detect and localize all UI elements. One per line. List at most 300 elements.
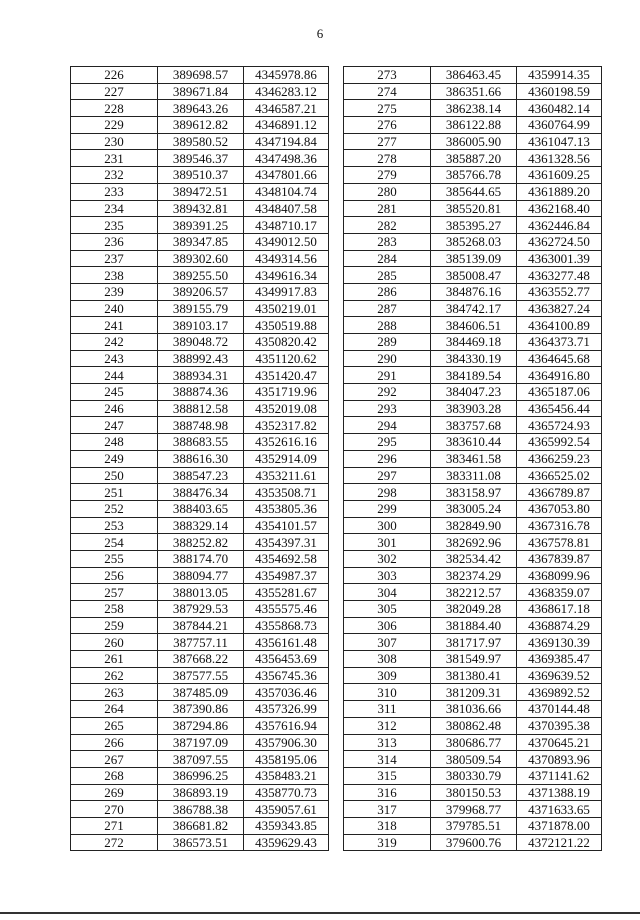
y-coordinate-cell: 4352317.82 bbox=[244, 417, 329, 434]
x-coordinate-cell: 388329.14 bbox=[158, 517, 244, 534]
point-number-cell: 259 bbox=[71, 617, 158, 634]
table-row bbox=[344, 283, 602, 300]
table-row bbox=[71, 300, 329, 317]
point-number-cell: 236 bbox=[71, 233, 158, 250]
point-number-cell: 279 bbox=[344, 167, 431, 184]
y-coordinate-cell: 4352914.09 bbox=[244, 450, 329, 467]
x-coordinate-cell: 389643.26 bbox=[158, 100, 244, 117]
table-row bbox=[344, 183, 602, 200]
y-coordinate-cell: 4364373.71 bbox=[517, 334, 602, 351]
point-number-cell: 231 bbox=[71, 150, 158, 167]
point-number-cell: 240 bbox=[71, 300, 158, 317]
point-number-cell: 301 bbox=[344, 534, 431, 551]
y-coordinate-cell: 4359343.85 bbox=[244, 817, 329, 834]
x-coordinate-cell: 388616.30 bbox=[158, 450, 244, 467]
y-coordinate-cell: 4358483.21 bbox=[244, 767, 329, 784]
y-coordinate-cell: 4356453.69 bbox=[244, 651, 329, 668]
x-coordinate-cell: 384876.16 bbox=[431, 283, 517, 300]
y-coordinate-cell: 4351120.62 bbox=[244, 350, 329, 367]
x-coordinate-cell: 386893.19 bbox=[158, 784, 244, 801]
point-number-cell: 263 bbox=[71, 684, 158, 701]
y-coordinate-cell: 4350219.01 bbox=[244, 300, 329, 317]
table-row bbox=[71, 701, 329, 718]
y-coordinate-cell: 4353805.36 bbox=[244, 500, 329, 517]
x-coordinate-cell: 387294.86 bbox=[158, 717, 244, 734]
coordinates-table-left bbox=[70, 66, 329, 851]
y-coordinate-cell: 4364645.68 bbox=[517, 350, 602, 367]
point-number-cell: 291 bbox=[344, 367, 431, 384]
y-coordinate-cell: 4370144.48 bbox=[517, 701, 602, 718]
y-coordinate-cell: 4345978.86 bbox=[244, 67, 329, 84]
x-coordinate-cell: 385766.78 bbox=[431, 167, 517, 184]
table-row bbox=[344, 233, 602, 250]
x-coordinate-cell: 380150.53 bbox=[431, 784, 517, 801]
table-row bbox=[344, 751, 602, 768]
x-coordinate-cell: 383903.28 bbox=[431, 400, 517, 417]
y-coordinate-cell: 4355868.73 bbox=[244, 617, 329, 634]
x-coordinate-cell: 386788.38 bbox=[158, 801, 244, 818]
point-number-cell: 233 bbox=[71, 183, 158, 200]
x-coordinate-cell: 384047.23 bbox=[431, 384, 517, 401]
point-number-cell: 315 bbox=[344, 767, 431, 784]
table-row bbox=[344, 717, 602, 734]
point-number-cell: 278 bbox=[344, 150, 431, 167]
table-row bbox=[344, 334, 602, 351]
point-number-cell: 244 bbox=[71, 367, 158, 384]
point-number-cell: 287 bbox=[344, 300, 431, 317]
point-number-cell: 237 bbox=[71, 250, 158, 267]
y-coordinate-cell: 4356745.36 bbox=[244, 667, 329, 684]
table-row bbox=[71, 500, 329, 517]
y-coordinate-cell: 4357906.30 bbox=[244, 734, 329, 751]
table-row bbox=[71, 83, 329, 100]
x-coordinate-cell: 381549.97 bbox=[431, 651, 517, 668]
y-coordinate-cell: 4368359.07 bbox=[517, 584, 602, 601]
point-number-cell: 235 bbox=[71, 217, 158, 234]
y-coordinate-cell: 4361047.13 bbox=[517, 133, 602, 150]
point-number-cell: 294 bbox=[344, 417, 431, 434]
y-coordinate-cell: 4365187.06 bbox=[517, 384, 602, 401]
y-coordinate-cell: 4349012.50 bbox=[244, 233, 329, 250]
y-coordinate-cell: 4368617.18 bbox=[517, 601, 602, 618]
point-number-cell: 230 bbox=[71, 133, 158, 150]
x-coordinate-cell: 389391.25 bbox=[158, 217, 244, 234]
y-coordinate-cell: 4367053.80 bbox=[517, 500, 602, 517]
y-coordinate-cell: 4352616.16 bbox=[244, 434, 329, 451]
point-number-cell: 300 bbox=[344, 517, 431, 534]
x-coordinate-cell: 389347.85 bbox=[158, 233, 244, 250]
y-coordinate-cell: 4355575.46 bbox=[244, 601, 329, 618]
x-coordinate-cell: 382692.96 bbox=[431, 534, 517, 551]
table-row bbox=[71, 784, 329, 801]
y-coordinate-cell: 4361609.25 bbox=[517, 167, 602, 184]
y-coordinate-cell: 4354101.57 bbox=[244, 517, 329, 534]
y-coordinate-cell: 4359057.61 bbox=[244, 801, 329, 818]
x-coordinate-cell: 385395.27 bbox=[431, 217, 517, 234]
table-row bbox=[71, 350, 329, 367]
table-row bbox=[71, 450, 329, 467]
y-coordinate-cell: 4365456.44 bbox=[517, 400, 602, 417]
table-row bbox=[71, 183, 329, 200]
table-row bbox=[344, 584, 602, 601]
table-row bbox=[71, 417, 329, 434]
x-coordinate-cell: 386005.90 bbox=[431, 133, 517, 150]
y-coordinate-cell: 4352019.08 bbox=[244, 400, 329, 417]
table-body bbox=[344, 67, 602, 851]
x-coordinate-cell: 389472.51 bbox=[158, 183, 244, 200]
x-coordinate-cell: 385008.47 bbox=[431, 267, 517, 284]
table-row bbox=[344, 400, 602, 417]
x-coordinate-cell: 388992.43 bbox=[158, 350, 244, 367]
x-coordinate-cell: 388547.23 bbox=[158, 467, 244, 484]
point-number-cell: 296 bbox=[344, 450, 431, 467]
point-number-cell: 299 bbox=[344, 500, 431, 517]
x-coordinate-cell: 389048.72 bbox=[158, 334, 244, 351]
x-coordinate-cell: 381717.97 bbox=[431, 634, 517, 651]
table-row bbox=[344, 150, 602, 167]
point-number-cell: 242 bbox=[71, 334, 158, 351]
table-row bbox=[71, 534, 329, 551]
table-row bbox=[71, 334, 329, 351]
y-coordinate-cell: 4360198.59 bbox=[517, 83, 602, 100]
table-row bbox=[71, 584, 329, 601]
x-coordinate-cell: 388812.58 bbox=[158, 400, 244, 417]
y-coordinate-cell: 4350519.88 bbox=[244, 317, 329, 334]
table-row bbox=[344, 350, 602, 367]
y-coordinate-cell: 4367839.87 bbox=[517, 550, 602, 567]
y-coordinate-cell: 4354692.58 bbox=[244, 550, 329, 567]
point-number-cell: 281 bbox=[344, 200, 431, 217]
point-number-cell: 293 bbox=[344, 400, 431, 417]
x-coordinate-cell: 388252.82 bbox=[158, 534, 244, 551]
table-row bbox=[71, 634, 329, 651]
table-row bbox=[71, 517, 329, 534]
y-coordinate-cell: 4363277.48 bbox=[517, 267, 602, 284]
table-row bbox=[71, 117, 329, 134]
point-number-cell: 303 bbox=[344, 567, 431, 584]
point-number-cell: 316 bbox=[344, 784, 431, 801]
table-row bbox=[71, 283, 329, 300]
point-number-cell: 271 bbox=[71, 817, 158, 834]
table-row bbox=[71, 817, 329, 834]
point-number-cell: 234 bbox=[71, 200, 158, 217]
point-number-cell: 290 bbox=[344, 350, 431, 367]
table-row bbox=[344, 267, 602, 284]
x-coordinate-cell: 387097.55 bbox=[158, 751, 244, 768]
y-coordinate-cell: 4372121.22 bbox=[517, 834, 602, 851]
point-number-cell: 314 bbox=[344, 751, 431, 768]
table-row bbox=[71, 801, 329, 818]
x-coordinate-cell: 389580.52 bbox=[158, 133, 244, 150]
x-coordinate-cell: 386996.25 bbox=[158, 767, 244, 784]
point-number-cell: 313 bbox=[344, 734, 431, 751]
x-coordinate-cell: 381209.31 bbox=[431, 684, 517, 701]
table-row bbox=[71, 250, 329, 267]
x-coordinate-cell: 381884.40 bbox=[431, 617, 517, 634]
y-coordinate-cell: 4347801.66 bbox=[244, 167, 329, 184]
y-coordinate-cell: 4356161.48 bbox=[244, 634, 329, 651]
x-coordinate-cell: 389206.57 bbox=[158, 283, 244, 300]
y-coordinate-cell: 4368874.29 bbox=[517, 617, 602, 634]
x-coordinate-cell: 385644.65 bbox=[431, 183, 517, 200]
x-coordinate-cell: 386573.51 bbox=[158, 834, 244, 851]
y-coordinate-cell: 4362724.50 bbox=[517, 233, 602, 250]
x-coordinate-cell: 384742.17 bbox=[431, 300, 517, 317]
y-coordinate-cell: 4354987.37 bbox=[244, 567, 329, 584]
point-number-cell: 280 bbox=[344, 183, 431, 200]
page-number: 6 bbox=[316, 26, 324, 41]
y-coordinate-cell: 4364916.80 bbox=[517, 367, 602, 384]
x-coordinate-cell: 384469.18 bbox=[431, 334, 517, 351]
x-coordinate-cell: 382374.29 bbox=[431, 567, 517, 584]
table-row bbox=[71, 601, 329, 618]
x-coordinate-cell: 389103.17 bbox=[158, 317, 244, 334]
x-coordinate-cell: 388013.05 bbox=[158, 584, 244, 601]
table-row bbox=[344, 250, 602, 267]
x-coordinate-cell: 380862.48 bbox=[431, 717, 517, 734]
x-coordinate-cell: 384330.19 bbox=[431, 350, 517, 367]
x-coordinate-cell: 389155.79 bbox=[158, 300, 244, 317]
table-row bbox=[344, 67, 602, 84]
y-coordinate-cell: 4362446.84 bbox=[517, 217, 602, 234]
point-number-cell: 317 bbox=[344, 801, 431, 818]
y-coordinate-cell: 4353211.61 bbox=[244, 467, 329, 484]
y-coordinate-cell: 4367316.78 bbox=[517, 517, 602, 534]
y-coordinate-cell: 4370395.38 bbox=[517, 717, 602, 734]
table-row bbox=[71, 167, 329, 184]
x-coordinate-cell: 388683.55 bbox=[158, 434, 244, 451]
point-number-cell: 297 bbox=[344, 467, 431, 484]
y-coordinate-cell: 4365724.93 bbox=[517, 417, 602, 434]
table-row bbox=[344, 517, 602, 534]
x-coordinate-cell: 384189.54 bbox=[431, 367, 517, 384]
table-row bbox=[344, 317, 602, 334]
point-number-cell: 304 bbox=[344, 584, 431, 601]
y-coordinate-cell: 4353508.71 bbox=[244, 484, 329, 501]
point-number-cell: 302 bbox=[344, 550, 431, 567]
table-row bbox=[344, 300, 602, 317]
y-coordinate-cell: 4351420.47 bbox=[244, 367, 329, 384]
point-number-cell: 307 bbox=[344, 634, 431, 651]
y-coordinate-cell: 4365992.54 bbox=[517, 434, 602, 451]
point-number-cell: 260 bbox=[71, 634, 158, 651]
x-coordinate-cell: 387757.11 bbox=[158, 634, 244, 651]
table-row bbox=[71, 317, 329, 334]
point-number-cell: 241 bbox=[71, 317, 158, 334]
point-number-cell: 282 bbox=[344, 217, 431, 234]
x-coordinate-cell: 382049.28 bbox=[431, 601, 517, 618]
point-number-cell: 298 bbox=[344, 484, 431, 501]
point-number-cell: 275 bbox=[344, 100, 431, 117]
table-row bbox=[344, 817, 602, 834]
x-coordinate-cell: 386122.88 bbox=[431, 117, 517, 134]
point-number-cell: 247 bbox=[71, 417, 158, 434]
y-coordinate-cell: 4355281.67 bbox=[244, 584, 329, 601]
table-row bbox=[71, 384, 329, 401]
y-coordinate-cell: 4361889.20 bbox=[517, 183, 602, 200]
point-number-cell: 312 bbox=[344, 717, 431, 734]
table-row bbox=[71, 367, 329, 384]
table-row bbox=[344, 784, 602, 801]
table-row bbox=[71, 100, 329, 117]
x-coordinate-cell: 389612.82 bbox=[158, 117, 244, 134]
table-row bbox=[344, 617, 602, 634]
table-row bbox=[71, 434, 329, 451]
page-bottom-border bbox=[0, 912, 640, 914]
table-row bbox=[344, 434, 602, 451]
point-number-cell: 261 bbox=[71, 651, 158, 668]
table-row bbox=[344, 550, 602, 567]
point-number-cell: 257 bbox=[71, 584, 158, 601]
y-coordinate-cell: 4349616.34 bbox=[244, 267, 329, 284]
x-coordinate-cell: 386351.66 bbox=[431, 83, 517, 100]
x-coordinate-cell: 387668.22 bbox=[158, 651, 244, 668]
point-number-cell: 243 bbox=[71, 350, 158, 367]
table-row bbox=[71, 617, 329, 634]
y-coordinate-cell: 4348710.17 bbox=[244, 217, 329, 234]
table-row bbox=[344, 100, 602, 117]
table-row bbox=[344, 117, 602, 134]
y-coordinate-cell: 4349314.56 bbox=[244, 250, 329, 267]
table-row bbox=[71, 651, 329, 668]
y-coordinate-cell: 4350820.42 bbox=[244, 334, 329, 351]
table-row bbox=[71, 751, 329, 768]
table-row bbox=[71, 834, 329, 851]
x-coordinate-cell: 387844.21 bbox=[158, 617, 244, 634]
point-number-cell: 311 bbox=[344, 701, 431, 718]
y-coordinate-cell: 4363001.39 bbox=[517, 250, 602, 267]
y-coordinate-cell: 4369639.52 bbox=[517, 667, 602, 684]
x-coordinate-cell: 388874.36 bbox=[158, 384, 244, 401]
y-coordinate-cell: 4369892.52 bbox=[517, 684, 602, 701]
point-number-cell: 239 bbox=[71, 283, 158, 300]
table-row bbox=[344, 484, 602, 501]
coordinates-table-right bbox=[343, 66, 602, 851]
table-row bbox=[71, 467, 329, 484]
point-number-cell: 228 bbox=[71, 100, 158, 117]
x-coordinate-cell: 389255.50 bbox=[158, 267, 244, 284]
y-coordinate-cell: 4360482.14 bbox=[517, 100, 602, 117]
table-row bbox=[344, 384, 602, 401]
x-coordinate-cell: 388476.34 bbox=[158, 484, 244, 501]
x-coordinate-cell: 387390.86 bbox=[158, 701, 244, 718]
table-row bbox=[71, 667, 329, 684]
table-row bbox=[344, 634, 602, 651]
x-coordinate-cell: 380686.77 bbox=[431, 734, 517, 751]
point-number-cell: 238 bbox=[71, 267, 158, 284]
x-coordinate-cell: 380509.54 bbox=[431, 751, 517, 768]
x-coordinate-cell: 382849.90 bbox=[431, 517, 517, 534]
table-row bbox=[71, 267, 329, 284]
y-coordinate-cell: 4371878.00 bbox=[517, 817, 602, 834]
y-coordinate-cell: 4358195.06 bbox=[244, 751, 329, 768]
y-coordinate-cell: 4351719.96 bbox=[244, 384, 329, 401]
x-coordinate-cell: 387485.09 bbox=[158, 684, 244, 701]
table-row bbox=[71, 67, 329, 84]
x-coordinate-cell: 382212.57 bbox=[431, 584, 517, 601]
table-row bbox=[71, 150, 329, 167]
y-coordinate-cell: 4359629.43 bbox=[244, 834, 329, 851]
point-number-cell: 226 bbox=[71, 67, 158, 84]
point-number-cell: 246 bbox=[71, 400, 158, 417]
x-coordinate-cell: 384606.51 bbox=[431, 317, 517, 334]
x-coordinate-cell: 383610.44 bbox=[431, 434, 517, 451]
x-coordinate-cell: 388748.98 bbox=[158, 417, 244, 434]
point-number-cell: 295 bbox=[344, 434, 431, 451]
table-row bbox=[71, 550, 329, 567]
table-row bbox=[71, 767, 329, 784]
point-number-cell: 273 bbox=[344, 67, 431, 84]
table-row bbox=[344, 684, 602, 701]
x-coordinate-cell: 383757.68 bbox=[431, 417, 517, 434]
x-coordinate-cell: 387577.55 bbox=[158, 667, 244, 684]
table-row bbox=[344, 450, 602, 467]
y-coordinate-cell: 4371141.62 bbox=[517, 767, 602, 784]
y-coordinate-cell: 4366789.87 bbox=[517, 484, 602, 501]
point-number-cell: 284 bbox=[344, 250, 431, 267]
point-number-cell: 274 bbox=[344, 83, 431, 100]
y-coordinate-cell: 4354397.31 bbox=[244, 534, 329, 551]
point-number-cell: 256 bbox=[71, 567, 158, 584]
table-row bbox=[344, 767, 602, 784]
table-row bbox=[71, 133, 329, 150]
y-coordinate-cell: 4360764.99 bbox=[517, 117, 602, 134]
x-coordinate-cell: 387929.53 bbox=[158, 601, 244, 618]
point-number-cell: 272 bbox=[71, 834, 158, 851]
point-number-cell: 288 bbox=[344, 317, 431, 334]
point-number-cell: 232 bbox=[71, 167, 158, 184]
x-coordinate-cell: 379785.51 bbox=[431, 817, 517, 834]
point-number-cell: 269 bbox=[71, 784, 158, 801]
table-row bbox=[71, 217, 329, 234]
x-coordinate-cell: 379600.76 bbox=[431, 834, 517, 851]
point-number-cell: 250 bbox=[71, 467, 158, 484]
table-row bbox=[344, 367, 602, 384]
table-row bbox=[71, 734, 329, 751]
y-coordinate-cell: 4367578.81 bbox=[517, 534, 602, 551]
x-coordinate-cell: 381380.41 bbox=[431, 667, 517, 684]
x-coordinate-cell: 386238.14 bbox=[431, 100, 517, 117]
x-coordinate-cell: 383461.58 bbox=[431, 450, 517, 467]
point-number-cell: 277 bbox=[344, 133, 431, 150]
point-number-cell: 227 bbox=[71, 83, 158, 100]
point-number-cell: 249 bbox=[71, 450, 158, 467]
x-coordinate-cell: 386681.82 bbox=[158, 817, 244, 834]
y-coordinate-cell: 4346283.12 bbox=[244, 83, 329, 100]
x-coordinate-cell: 389432.81 bbox=[158, 200, 244, 217]
y-coordinate-cell: 4370645.21 bbox=[517, 734, 602, 751]
point-number-cell: 308 bbox=[344, 651, 431, 668]
point-number-cell: 264 bbox=[71, 701, 158, 718]
table-row bbox=[71, 684, 329, 701]
x-coordinate-cell: 386463.45 bbox=[431, 67, 517, 84]
y-coordinate-cell: 4371633.65 bbox=[517, 801, 602, 818]
x-coordinate-cell: 385887.20 bbox=[431, 150, 517, 167]
y-coordinate-cell: 4346587.21 bbox=[244, 100, 329, 117]
point-number-cell: 289 bbox=[344, 334, 431, 351]
y-coordinate-cell: 4348104.74 bbox=[244, 183, 329, 200]
table-row bbox=[71, 400, 329, 417]
point-number-cell: 258 bbox=[71, 601, 158, 618]
point-number-cell: 248 bbox=[71, 434, 158, 451]
y-coordinate-cell: 4369130.39 bbox=[517, 634, 602, 651]
table-row bbox=[344, 651, 602, 668]
point-number-cell: 265 bbox=[71, 717, 158, 734]
table-row bbox=[344, 467, 602, 484]
point-number-cell: 245 bbox=[71, 384, 158, 401]
point-number-cell: 305 bbox=[344, 601, 431, 618]
table-row bbox=[71, 484, 329, 501]
